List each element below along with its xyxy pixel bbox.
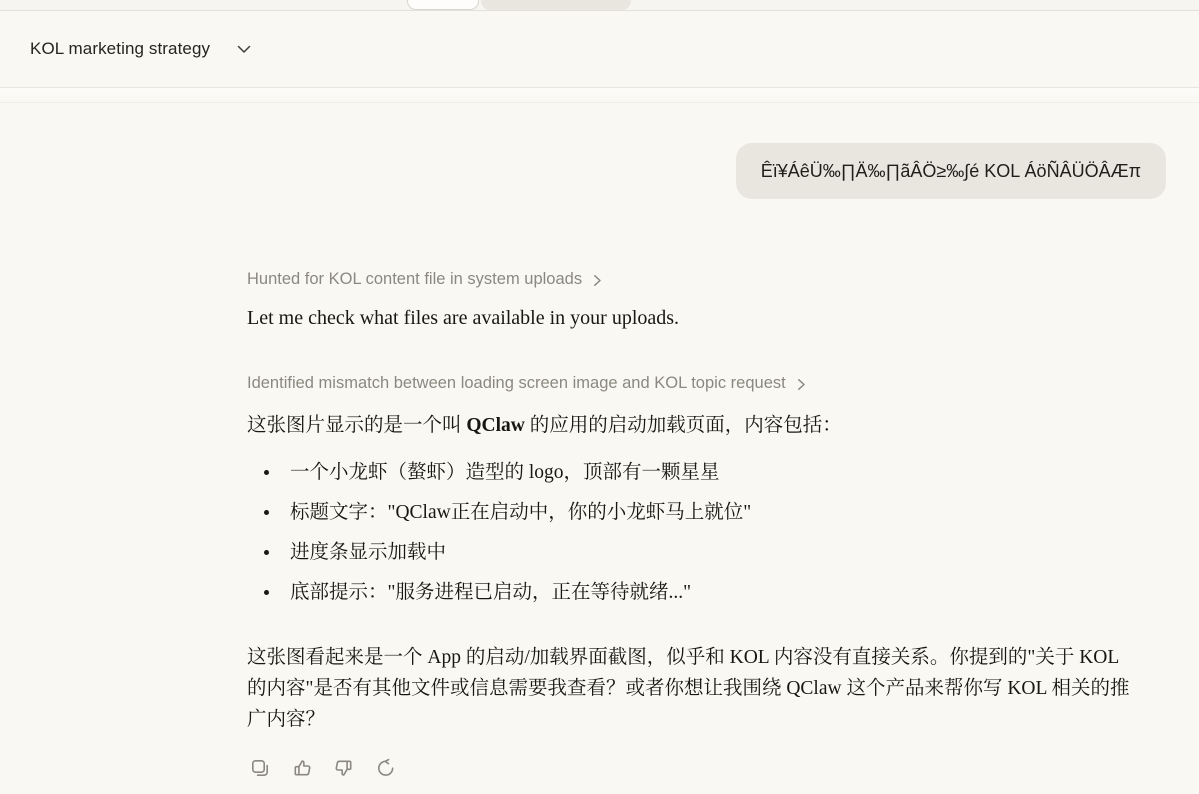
user-message-bubble: Êï¥ÁêÜ‰∏Ä‰∏ãÂÖ≥‰∫é KOL ÁöÑÂÜÖÂÆπ — [736, 143, 1166, 199]
chevron-down-icon — [237, 45, 251, 54]
assistant-text-intro — [247, 411, 1166, 441]
thumbs-up-icon — [292, 758, 312, 778]
thought-step-2[interactable] — [247, 374, 806, 393]
message-actions — [249, 757, 1166, 778]
copy-button[interactable] — [249, 757, 270, 778]
thumbs-down-button[interactable] — [333, 757, 354, 778]
conversation-title-dropdown[interactable] — [30, 39, 251, 59]
thumbs-down-icon — [334, 758, 354, 778]
thought-step-2-label: Identified mismatch between loading screen image and KOL topic request — [247, 374, 786, 392]
list-item: 一个小龙虾（螯虾）造型的 logo，顶部有一颗星星 — [290, 460, 1166, 485]
copy-icon — [250, 758, 270, 778]
conversation-title: KOL marketing strategy — [30, 39, 211, 58]
intro-bold-product-name: QClaw — [466, 415, 525, 436]
thumbs-up-button[interactable] — [291, 757, 312, 778]
chevron-right-icon — [797, 378, 806, 391]
list-item: 进度条显示加载中 — [290, 540, 1166, 565]
user-message-row — [247, 143, 1166, 199]
list-item: 标题文字："QClaw正在启动中，你的小龙虾马上就位" — [290, 500, 1166, 525]
assistant-bullet-list — [247, 460, 1166, 605]
top-edge-pill-gray[interactable] — [481, 0, 631, 10]
thought-step-1-label: Hunted for KOL content file in system uploads — [247, 270, 583, 288]
chat-header — [0, 11, 1199, 88]
assistant-text-closing: 这张图看起来是一个 App 的启动/加载界面截图，似乎和 KOL 内容没有直接关系。你提到的"关于 KOL 的内容"是否有其他文件或信息需要我查看？或者你想让我围绕 QClaw 这个产品来帮你写 KOL 相关的推广内容？ — [247, 647, 1130, 730]
thought-step-1[interactable] — [247, 270, 602, 289]
list-item: 底部提示："服务进程已启动，正在等待就绪..." — [290, 580, 1166, 605]
chevron-right-icon — [593, 274, 602, 287]
header-fade — [0, 88, 1199, 103]
top-chrome-edge — [0, 0, 1199, 11]
intro-suffix: 的应用的启动加载页面，内容包括： — [524, 415, 842, 436]
retry-icon — [376, 758, 396, 778]
top-edge-pill-light[interactable] — [407, 0, 479, 10]
intro-prefix: 这张图片显示的是一个叫 — [247, 415, 467, 436]
retry-button[interactable] — [375, 757, 396, 778]
conversation-thread — [247, 103, 1166, 778]
assistant-text-english: Let me check what files are available in your uploads. — [247, 307, 680, 329]
